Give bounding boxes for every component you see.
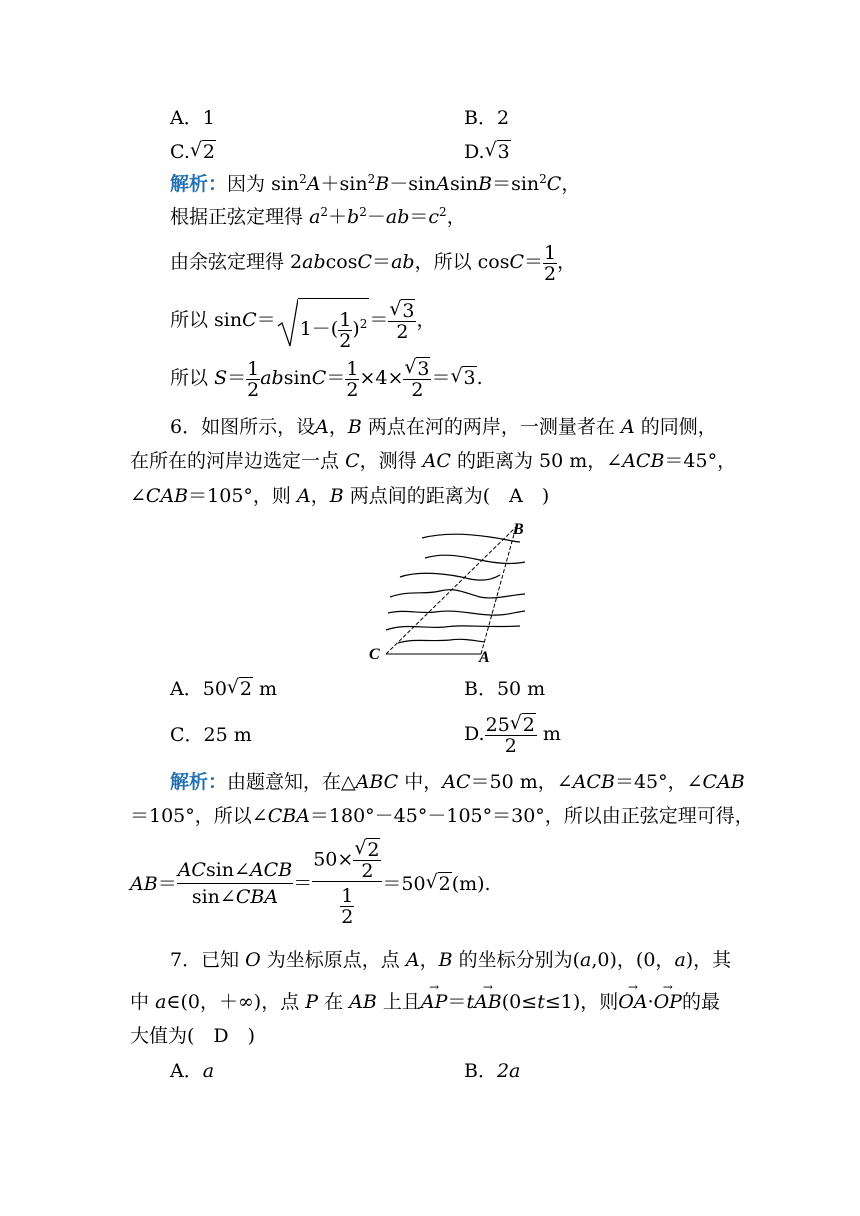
q5-option-b: B．2 (464, 107, 510, 129)
figure-label-b: B (513, 521, 524, 538)
q6-stem-line-1: 6．如图所示，设A，B 两点在河的两岸，一测量者在 A 的同侧， (170, 416, 717, 438)
figure-label-a: A (479, 649, 490, 665)
q6-analysis-line-1: 解析：由题意知，在△ABC 中，AC＝50 m，∠ACB＝45°，∠CAB (170, 771, 745, 793)
q5-analysis-line-5: 所以 S＝ $\frac{1}{2}$ absinC＝ $\frac{1}{2}$ ×4× √ $\frac{3}{2}$ ＝√ 3. (170, 354, 483, 402)
q5-analysis-line-2: 根据正弦定理得 $a^2+b^2-ab=c^2$， (170, 205, 466, 228)
q6-option-d: D. $\frac{25√ 2}{2}$ m (464, 710, 561, 758)
figure-label-c: C (369, 646, 380, 663)
q5-analysis-line-4: 所以 sinC＝ 1－( $\frac{1}{2}$ )$^2$ ＝ √ $\frac{3}{2}$ ， (170, 294, 435, 346)
river-wave (398, 639, 485, 643)
q7-stem-line-2: 中 a∈(0，＋∞)，点 P 在 AB 上且AP →＝tAB →(0≤t≤1)，则OA →·OP →的最 (130, 990, 720, 1014)
q7-option-a: A．a (170, 1060, 215, 1082)
segment-ab (481, 527, 516, 654)
q5-option-d: D.√ 3 (464, 140, 511, 164)
analysis-label: 解析： (170, 771, 228, 793)
q6-analysis-line-2: ＝105°，所以∠CBA＝180°－45°－105°＝30°，所以由正弦定理可得， (130, 805, 754, 827)
river-wave (388, 611, 525, 615)
analysis-label: 解析： (170, 173, 228, 195)
segment-cb (386, 527, 516, 654)
q7-option-b: B．2a (464, 1060, 521, 1082)
river-wave (425, 555, 525, 563)
q7-stem-line-1: 7．已知 O 为坐标原点，点 A，B 的坐标分别为(a,0)，(0，a)，其 (170, 949, 732, 971)
q6-analysis-line-3: AB＝ $\frac{\text{ACsin∠ACB}}{\text{sin∠CBA}}$ ＝ 50× √ $\frac{2}{2}$ $\frac{1}{2}$ ＝50√ 2(m). (130, 840, 491, 927)
q5-analysis-line-1: 解析：因为 $\sin^2A+\sin^2B-sinAsinB=\sin^2C$， (170, 172, 581, 195)
river-wave (422, 534, 520, 542)
q6-stem-line-3: ∠CAB＝105°，则 A，B 两点间的距离为( A ) (130, 485, 550, 507)
q6-option-c: C．25 m (170, 724, 252, 746)
q6-stem-line-2: 在所在的河岸边选定一点 C，测得 AC 的距离为 50 m，∠ACB＝45°， (130, 450, 737, 472)
river-wave (386, 626, 520, 630)
q5-option-a: A．1 (170, 107, 215, 129)
q5-option-c: C.√ 2 (170, 140, 216, 164)
q7-stem-line-3: 大值为( D ) (130, 1025, 256, 1047)
river-figure (360, 515, 540, 665)
river-wave (400, 573, 500, 580)
river-wave (390, 590, 525, 598)
q6-option-b: B．50 m (464, 678, 546, 700)
q6-option-a: A．50√ 2 m (170, 677, 277, 701)
q5-analysis-line-3: 由余弦定理得 2abcosC＝ab，所以 cosC＝ $\frac{1}{2}$ ， (170, 241, 577, 285)
